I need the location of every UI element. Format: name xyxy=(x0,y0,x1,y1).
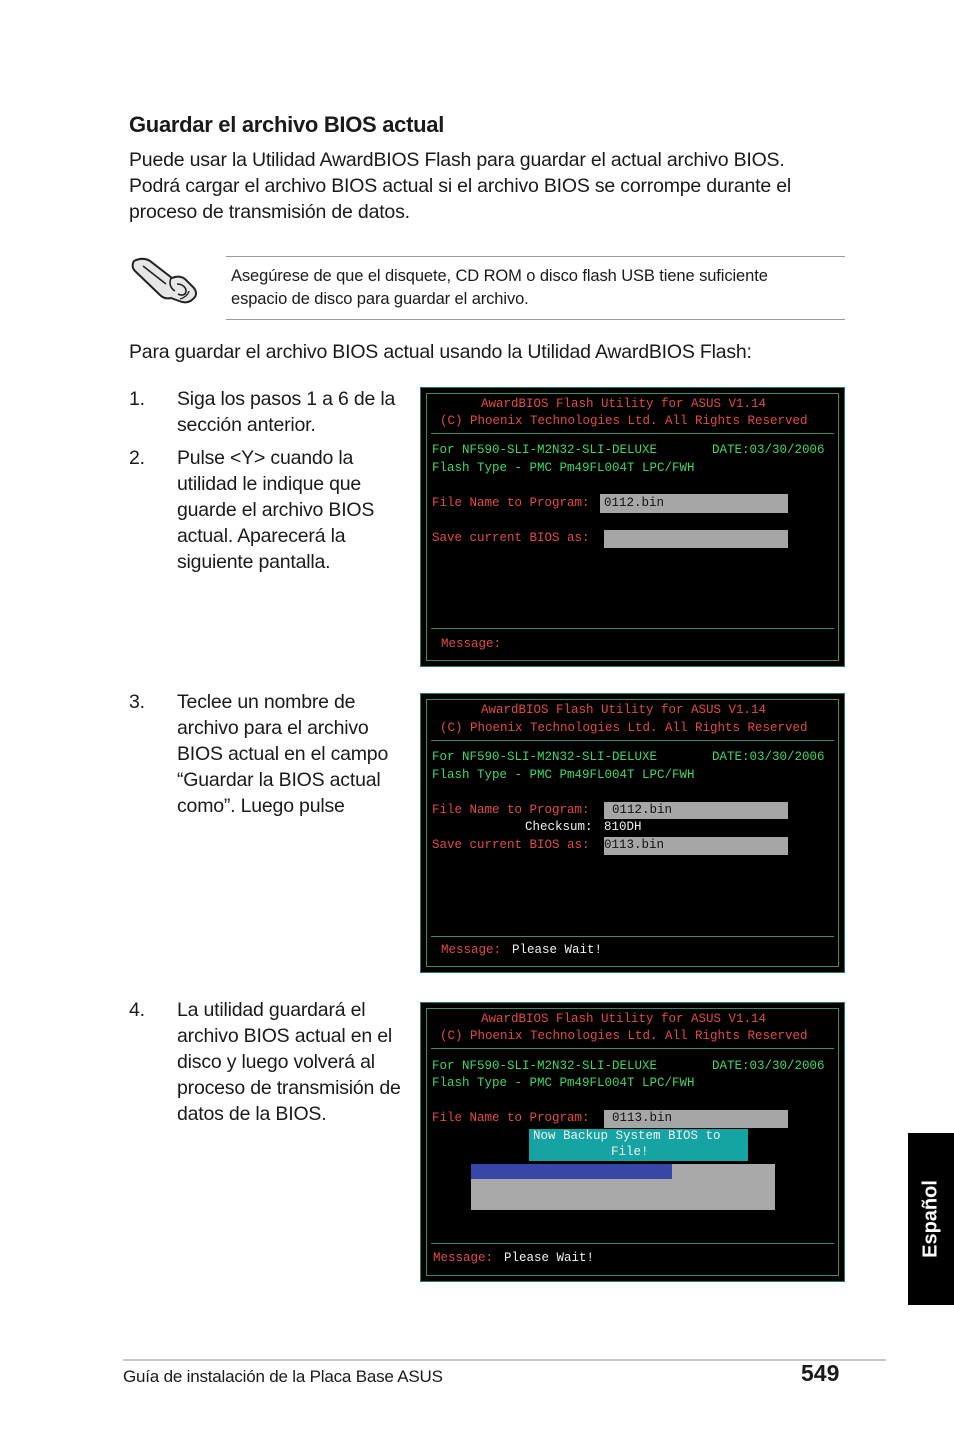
save-bios-label: Save current BIOS as: xyxy=(432,838,590,852)
message-label: Message: xyxy=(433,1251,494,1265)
bios-copyright: (C) Phoenix Technologies Ltd. All Rights Reserved xyxy=(440,1029,808,1043)
save-bios-value: 0113.bin xyxy=(604,838,665,852)
intro-line: proceso de transmisión de datos. xyxy=(129,201,410,223)
step-line: actual. Aparecerá la xyxy=(177,525,346,547)
step-number: 4. xyxy=(129,999,145,1021)
bios-copyright: (C) Phoenix Technologies Ltd. All Rights Reserved xyxy=(440,721,808,735)
flash-type: Flash Type - PMC Pm49FL004T LPC/FWH xyxy=(432,1076,695,1090)
file-name-label: File Name to Program: xyxy=(432,496,590,510)
lead-paragraph: Para guardar el archivo BIOS actual usando la Utilidad AwardBIOS Flash: xyxy=(129,341,752,363)
file-name-label: File Name to Program: xyxy=(432,803,590,817)
step-number: 1. xyxy=(129,388,145,410)
footer-text: Guía de instalación de la Placa Base ASUS xyxy=(123,1367,443,1386)
checksum-label: Checksum: xyxy=(525,820,593,834)
bios-title: AwardBIOS Flash Utility for ASUS V1.14 xyxy=(481,397,767,411)
message-separator xyxy=(431,628,834,629)
message-label: Message: xyxy=(441,637,502,651)
bios-screen-1 xyxy=(420,387,845,667)
step-line: datos de la BIOS. xyxy=(177,1103,327,1125)
flash-type: Flash Type - PMC Pm49FL004T LPC/FWH xyxy=(432,461,695,475)
step-line: archivo BIOS actual en el xyxy=(177,1025,393,1047)
message-separator xyxy=(431,1243,834,1244)
popup-text: Now Backup System BIOS to xyxy=(533,1129,721,1143)
board-info: For NF590-SLI-M2N32-SLI-DELUXE xyxy=(432,1059,658,1073)
step-line: siguiente pantalla. xyxy=(177,551,331,573)
bios-screen-2 xyxy=(420,693,845,973)
board-info: For NF590-SLI-M2N32-SLI-DELUXE xyxy=(432,750,658,764)
file-name-value: 0112.bin xyxy=(612,803,673,817)
bios-title: AwardBIOS Flash Utility for ASUS V1.14 xyxy=(481,703,767,717)
note-top-rule xyxy=(226,256,845,257)
step-number: 2. xyxy=(129,447,145,469)
note-bottom-rule xyxy=(226,319,845,320)
bios-title: AwardBIOS Flash Utility for ASUS V1.14 xyxy=(481,1012,767,1026)
file-name-value: 0112.bin xyxy=(604,496,665,510)
progress-fill xyxy=(471,1164,672,1179)
step-line: como”. Luego pulse xyxy=(177,795,345,817)
checksum-value: 810DH xyxy=(604,820,642,834)
bios-date: DATE:03/30/2006 xyxy=(712,1059,825,1073)
section-heading: Guardar el archivo BIOS actual xyxy=(129,112,445,137)
flash-type: Flash Type - PMC Pm49FL004T LPC/FWH xyxy=(432,768,695,782)
hand-pointer-icon xyxy=(131,254,201,308)
message-separator xyxy=(431,936,834,937)
step-line: Teclee un nombre de xyxy=(177,691,356,713)
step-line: disco y luego volverá al xyxy=(177,1051,375,1073)
step-line: utilidad le indique que xyxy=(177,473,362,495)
save-bios-label: Save current BIOS as: xyxy=(432,531,590,545)
step-line: archivo para el archivo xyxy=(177,717,369,739)
step-line: “Guardar la BIOS actual xyxy=(177,769,381,791)
intro-paragraph xyxy=(129,147,829,225)
step-line: guarde el archivo BIOS xyxy=(177,499,375,521)
popup-text: File! xyxy=(611,1145,649,1159)
header-separator xyxy=(431,1048,834,1049)
page-number: 549 xyxy=(801,1360,840,1386)
note-text xyxy=(231,265,841,311)
step-number: 3. xyxy=(129,691,145,713)
step-line: Siga los pasos 1 a 6 de la xyxy=(177,388,396,410)
bios-screen-3 xyxy=(420,1002,845,1282)
bios-date: DATE:03/30/2006 xyxy=(712,750,825,764)
save-bios-field[interactable] xyxy=(604,530,788,548)
step-line: proceso de transmisión de xyxy=(177,1077,401,1099)
message-text: Please Wait! xyxy=(504,1251,595,1265)
bios-copyright: (C) Phoenix Technologies Ltd. All Rights Reserved xyxy=(440,414,808,428)
language-side-tab xyxy=(908,1133,954,1305)
message-label: Message: xyxy=(441,943,502,957)
footer-rule xyxy=(123,1359,886,1361)
step-line: Pulse <Y> cuando la xyxy=(177,447,354,469)
step-line: La utilidad guardará el xyxy=(177,999,366,1021)
header-separator xyxy=(431,740,834,741)
note-line: Asegúrese de que el disquete, CD ROM o disco flash USB tiene suficiente xyxy=(231,267,768,285)
bios-date: DATE:03/30/2006 xyxy=(712,443,825,457)
note-line: espacio de disco para guardar el archivo. xyxy=(231,290,529,308)
intro-line: Puede usar la Utilidad AwardBIOS Flash para guardar el actual archivo BIOS. xyxy=(129,149,785,171)
language-tab-label: Español xyxy=(919,1180,942,1258)
message-text: Please Wait! xyxy=(512,943,603,957)
file-name-value: 0113.bin xyxy=(612,1111,673,1125)
step-line: BIOS actual en el campo xyxy=(177,743,389,765)
file-name-label: File Name to Program: xyxy=(432,1111,590,1125)
step-line: sección anterior. xyxy=(177,414,316,436)
header-separator xyxy=(431,433,834,434)
board-info: For NF590-SLI-M2N32-SLI-DELUXE xyxy=(432,443,658,457)
intro-line: Podrá cargar el archivo BIOS actual si el archivo BIOS se corrompe durante el xyxy=(129,175,791,197)
